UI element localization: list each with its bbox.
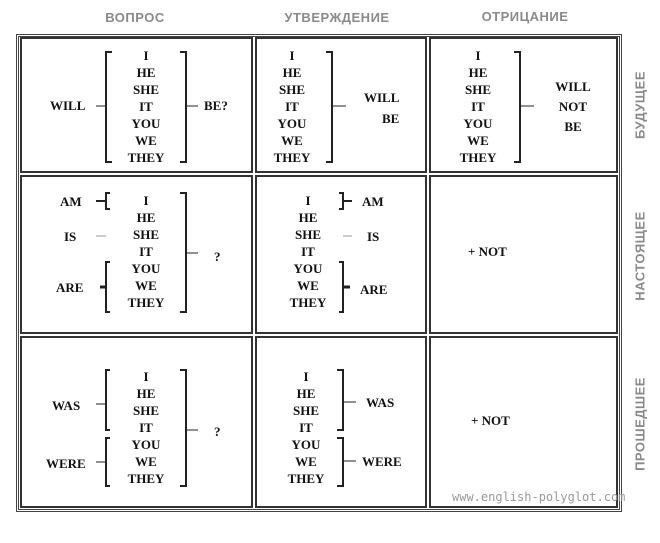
future-question-pronouns: I HE SHE IT YOU WE THEY <box>127 48 165 165</box>
header-negative: ОТРИЦАНИЕ <box>481 9 569 24</box>
past-question-right-bracket <box>180 370 186 486</box>
present-affirmative-is: IS <box>367 229 380 244</box>
row-label-past: ПРОШЕДШЕЕ <box>632 377 648 471</box>
past-affirmative-were: WERE <box>362 454 402 469</box>
past-negative-not: + NOT <box>471 413 510 428</box>
present-question-is: IS <box>64 229 77 244</box>
row-label-present: НАСТОЯЩЕЕ <box>632 211 648 301</box>
past-were-bracket <box>106 438 110 486</box>
future-question-be: BE? <box>204 98 228 113</box>
future-affirmative-be: BE <box>382 111 400 126</box>
header-question: ВОПРОС <box>105 10 165 25</box>
present-affirmative-am: AM <box>362 194 384 209</box>
past-question-was: WAS <box>52 398 81 413</box>
present-aff-are-bracket <box>339 262 343 312</box>
future-negative-pronouns: I HE SHE IT YOU WE THEY <box>459 48 497 165</box>
past-question-mark: ? <box>214 424 221 439</box>
future-question-left-bracket <box>106 52 112 162</box>
future-affirmative-bracket <box>326 52 332 162</box>
present-negative-not: + NOT <box>468 244 507 259</box>
past-question-pronouns: I HE SHE IT YOU WE THEY <box>127 369 165 486</box>
header-affirmative: УТВЕРЖДЕНИЕ <box>284 10 390 25</box>
present-question-right-bracket <box>180 193 186 312</box>
future-negative-bracket <box>514 52 520 162</box>
future-question-right-bracket <box>180 52 186 162</box>
past-affirmative-was: WAS <box>366 395 395 410</box>
present-question-are: ARE <box>56 280 84 295</box>
past-was-bracket <box>106 370 110 430</box>
present-are-bracket <box>106 262 110 312</box>
past-aff-were-bracket <box>337 438 343 486</box>
future-negative-words: WILL NOT BE <box>555 79 591 134</box>
watermark: www.english-polyglot.com <box>452 490 626 504</box>
row-label-future: БУДУЩЕЕ <box>632 70 648 140</box>
future-affirmative-will: WILL <box>364 90 400 105</box>
present-affirmative-are: ARE <box>360 282 388 297</box>
present-aff-am-bracket <box>339 193 343 209</box>
past-aff-was-bracket <box>337 370 343 430</box>
present-am-bracket <box>106 193 110 209</box>
present-question-mark: ? <box>214 249 221 264</box>
past-question-were: WERE <box>46 456 86 471</box>
past-affirmative-pronouns: I HE SHE IT YOU WE THEY <box>287 369 325 486</box>
present-affirmative-pronouns: I HE SHE IT YOU WE THEY <box>289 193 327 310</box>
present-question-am: AM <box>60 194 82 209</box>
present-question-pronouns: I HE SHE IT YOU WE THEY <box>127 193 165 310</box>
future-question-will: WILL <box>50 98 86 113</box>
future-affirmative-pronouns: I HE SHE IT YOU WE THEY <box>273 48 311 165</box>
